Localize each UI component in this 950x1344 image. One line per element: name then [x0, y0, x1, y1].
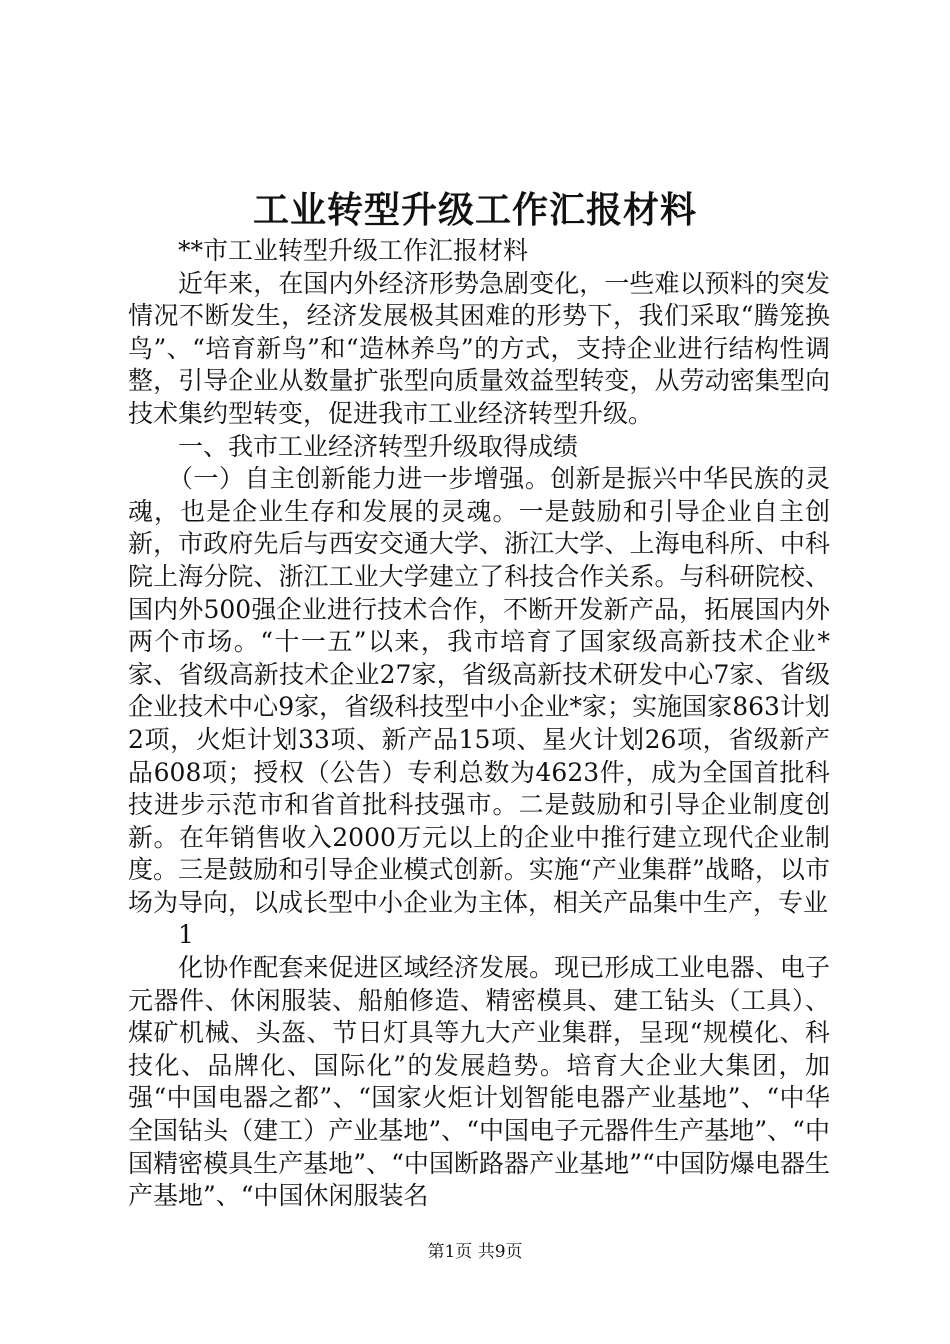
paragraph-intro: 近年来，在国内外经济形势急剧变化，一些难以预料的突发情况不断发生，经济发展极其困难的形势下，我们采取“腾笼换鸟”、“培育新鸟”和“造林养鸟”的方式，支持企业进行结构性调整，引导企业从数量扩张型向质量效益型转变，从劳动密集型向技术集约型转变，促进我市工业经济转型升级。 [128, 268, 830, 428]
section-heading-achievements: 一、我市工业经济转型升级取得成绩 [178, 431, 579, 461]
document-subtitle: **市工业转型升级工作汇报材料 [178, 236, 529, 265]
paragraph-industrial-clusters: 化协作配套来促进区域经济发展。现已形成工业电器、电子元器件、休闲服装、船舶修造、精密模具、建工钻头（工具）、煤矿机械、头盔、节日灯具等九大产业集群，呈现“规模化、科技化、品牌化、国际化”的发展趋势。培育大企业大集团，加强“中国电器之都”、“国家火炬计划智能电器产业基地”、“中华全国钻头（建工）产业基地”、“中国电子元器件生产基地”、“中国精密模具生产基地”、“中国断路器产业基地”“中国防爆电器生产基地”、“中国休闲服装名 [128, 953, 830, 1211]
inline-page-number: 1 [178, 920, 194, 950]
paragraph-innovation: （一）自主创新能力进一步增强。创新是振兴中华民族的灵魂，也是企业生存和发展的灵魂。一是鼓励和引导企业自主创新，市政府先后与西安交通大学、浙江大学、上海电科所、中科院上海分院、浙江工业大学建立了科技合作关系。与科研院校、国内外500强企业进行技术合作，不断开发新产品，拓展国内外两个市场。“十一五”以来，我市培育了国家级高新技术企业*家、省级高新技术企业27家，省级高新技术研发中心7家、省级企业技术中心9家，省级科技型中小企业*家；实施国家863计划2项，火炬计划33项、新产品15项、星火计划26项，省级新产品608项；授权（公告）专利总数为4623件，成为全国首批科技进步示范市和省首批科技强市。二是鼓励和引导企业制度创新。在年销售收入2000万元以上的企业中推行建立现代企业制度。三是鼓励和引导企业模式创新。实施“产业集群”战略，以市场为导向，以成长型中小企业为主体，相关产品集中生产，专业 [128, 464, 830, 917]
document-title: 工业转型升级工作汇报材料 [252, 189, 697, 231]
document-body [128, 235, 830, 1213]
page-footer: 第1页 共9页 [427, 1242, 523, 1262]
